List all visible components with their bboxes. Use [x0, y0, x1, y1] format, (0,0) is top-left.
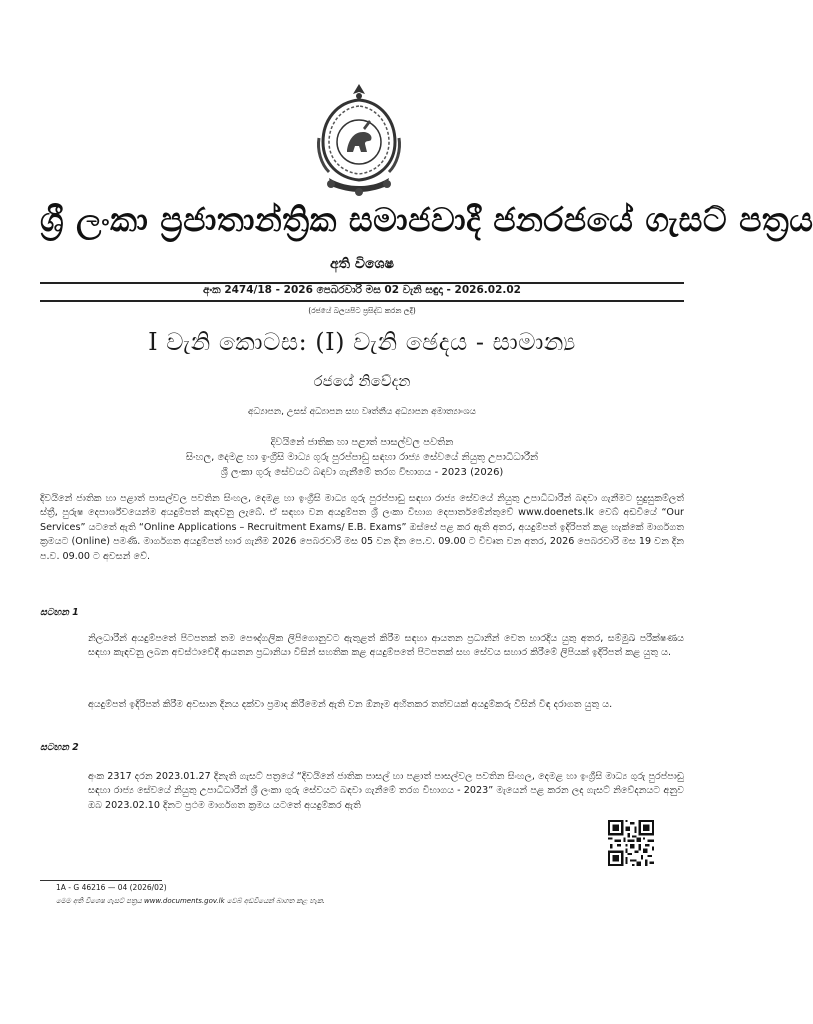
note-2-paragraph: අංක 2317 දරන 2023.01.27 දිනැති ගැසට් පත්‍රයේ “දිවයිනේ ජාතික පාසල් හා පළාත් පාසල්වල පවතින සිංහල, දෙමළ හා ඉංග්‍රීසි මාධ්‍ය ගුරු පුරප්පාඩු සඳහා රාජ්‍ය සේවයේ නියුතු උපාධිධාරීන් ශ්‍රී ලංකා ගුරු සේවයට බඳවා ගැනීමේ තරග විභාගය - 2023” මැයෙන් පළ කරන ලද ගැසට් නිවේදනයට අනුව ඔබ 2023.02.10 දිනට ප්‍රථම මාර්ගගත ක්‍රමය යටතේ අයදුම්කර ඇති — [88, 771, 684, 811]
notice-title — [0, 435, 724, 480]
notice-title-line: දිවයිනේ ජාතික හා පළාත් පාසල්වල පවතින — [270, 437, 454, 448]
footer-divider — [40, 880, 162, 881]
note-1-label: සටහන 1 — [40, 607, 79, 618]
footer-print-code: 1A - G 46216 — 04 (2026/02) — [56, 883, 167, 892]
qr-code-icon — [608, 820, 654, 866]
registered-note: (රජයේ බලයපිට ප්‍රසිද්ධ කරන ලදී) — [308, 306, 416, 315]
gazette-title: ශ්‍රී ලංකා ප්‍රජාතාන්ත්‍රික සමාජවාදී ජනරජයේ ගැසට් පත්‍රය — [40, 200, 813, 239]
notice-title-line: ශ්‍රී ලංකා ගුරු සේවයට බඳවා ගැනීමේ තරග විභාගය - 2023 (2026) — [220, 467, 504, 478]
footer-download-note: මෙම අති විශෙෂ ගැසට් පත්‍රය www.documents.gov.lk වෙබ් අඩවියෙන් බාගත කළ හැක. — [56, 897, 325, 905]
intro-paragraph: දිවයිනේ ජාතික හා පළාත් පාසල්වල පවතින සිංහල, දෙමළ හා ඉංග්‍රීසි මාධ්‍ය ගුරු පුරප්පාඩු සඳහා රාජ්‍ය සේවයේ නියුතු උපාධිධාරීන් බඳවා ගැනීමට සුදුසුකම්ලත් ස්ත්‍රී, පුරුෂ දෙපාර්ශ්වයෙන්ම අයදුම්පත් කැඳවනු ලැබේ. ඒ සඳහා වන අයදුම්පත ශ්‍රී ලංකා විභාග දෙපාර්තමේන්තුවේ www.doenets.lk වෙබ් අඩවියේ “Our Services” යටතේ ඇති “Online Applications – Recruitment Exams/ E.B. Exams” ඔස්සේ පළ කර ඇති අතර, අයදුම්පත් ඉදිරිපත් කළ හැක්කේ මාර්ගගත ක්‍රමයට (Online) පමණි. මාර්ගගත අයදුම්පත් භාර ගැනීම 2026 පෙබරවාරි මස 05 වන දින පෙ.ව. 09.00 ට විවෘත වන අතර, 2026 පෙබරවාරි මස 19 වන දින ප.ව. 09.00 ට අවසන් වේ. — [40, 493, 684, 562]
note-1-paragraph-1: නිලධාරීන් අයදුම්පතේ පිටපතක් තම පෞද්ගලික ලිපිගොනුවට ඇතුළත් කිරීම සඳහා ආයතන ප්‍රධානීන් වෙත භාරදිය යුතු අතර, සම්මුඛ පරීක්ෂණය සඳහා කැඳවනු ලබන අවස්ථාවේදී ආයතන ප්‍රධානියා විසින් සහතික කළ අයදුම්පතේ පිටපතක් සහ සේවය සහාර කිරීමේ ලිපියක් ඉදිරිපත් කළ යුතු ය. — [88, 633, 684, 659]
notice-title-line: සිංහල, දෙමළ හා ඉංග්‍රීසි මාධ්‍ය ගුරු පුරප්පාඩු සඳහා රාජ්‍ය සේවයේ නියුතු උපාධිධාරීන් — [185, 452, 539, 463]
note-1-paragraph-2: අයදුම්පත් ඉදිරිපත් කිරීම අවසාන දිනය දක්වා ප්‍රමාද කිරීමෙන් ඇති වන ඕනෑම අහිතකර තත්වයක් අයදුම්කරු විසින් විඳ දරාගත යුතු ය. — [88, 699, 613, 710]
sri-lanka-emblem-icon — [309, 80, 409, 198]
issue-line: අංක 2474/18 - 2026 පෙබරවාරි මස 02 වැනි සඳුදා - 2026.02.02 — [203, 284, 521, 296]
ministry-name: අධ්‍යාපන, උසස් අධ්‍යාපන සහ වෘත්තීය අධ්‍යාපන අමාත්‍යාංශය — [248, 407, 476, 417]
note-2-label: සටහන 2 — [40, 742, 79, 753]
divider — [40, 300, 684, 302]
part-heading: I වැනි කොටස: (I) වැනි ඡෙදය - සාමාන්‍ය — [148, 328, 576, 356]
notices-heading: රජයේ නිවේදන — [313, 372, 411, 390]
gazette-subtitle: අති විශෙෂ — [330, 256, 394, 272]
